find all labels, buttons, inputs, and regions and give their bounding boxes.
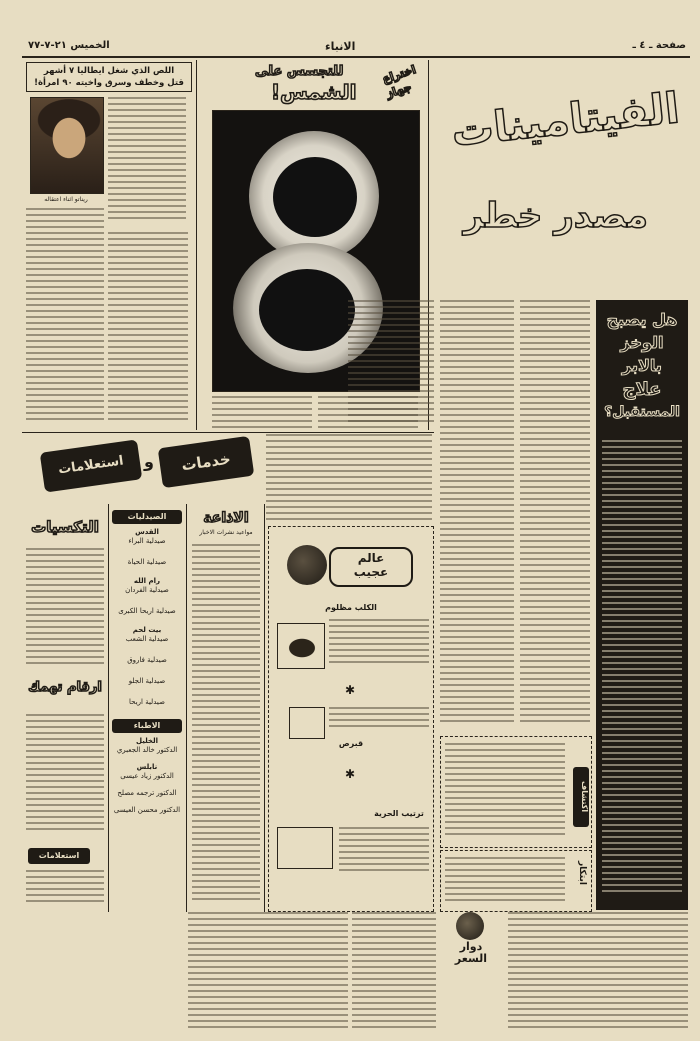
services-banner [40, 436, 260, 496]
wonder-title-box [329, 547, 413, 587]
doctor-4: الدكتور محسن العيسى [113, 806, 181, 814]
discovery-box [440, 736, 592, 848]
vitamins-body-col2 [440, 300, 514, 730]
newspaper-name: الانباء [325, 40, 356, 53]
services-banner-right [40, 439, 143, 492]
doctor-2: الدكتور زياد عيسى [120, 772, 174, 780]
radio-title: الاذاعة [203, 510, 249, 526]
wonder-title-line2: عجيب [353, 565, 389, 579]
cyprus-illustration [289, 707, 325, 739]
bottom-body-col1 [188, 912, 348, 1032]
discovery-body [445, 743, 565, 843]
wonder-item-3: ترتيب الحرية [374, 809, 424, 818]
wonder-item-3-body [339, 827, 429, 877]
city-jerusalem: القدس [135, 528, 159, 536]
pharmacy-4: صيدلية اريحا الكبرى [118, 607, 176, 615]
photo-caption: ريناتو اثناء اعتقاله [44, 196, 88, 203]
wonder-column [268, 526, 434, 912]
info-label: استعلامات [57, 453, 125, 478]
city-ramallah: رام الله [133, 577, 161, 585]
pharmacy-8: صيدلية اريحا [129, 698, 165, 706]
numbers-title: ارقام تهمك [28, 680, 102, 695]
info-list [26, 870, 104, 910]
services-banner-left [158, 436, 255, 488]
page-number: صفحة ـ ٤ ـ [632, 40, 686, 51]
pharmacy-5: صيدلية الشعب [125, 635, 169, 643]
vitamins-body-col1 [520, 300, 590, 730]
center-headline [235, 62, 420, 112]
wonder-item-2-body [329, 707, 429, 735]
ornament-star-1: ✱ [345, 683, 356, 697]
services-label: خدمات [180, 449, 232, 475]
bottom-body-col3 [508, 912, 688, 1032]
pharmacy-title: الصيدليات [112, 510, 182, 524]
center-headline-line1: اختراع [380, 63, 418, 86]
numbers-list [26, 714, 104, 834]
acupuncture-line4: علاج [622, 379, 662, 400]
taxi-title: التكسيات [31, 518, 99, 536]
center-headline-line2: جهاز [384, 80, 414, 101]
wonder-title-line1: عالم [357, 551, 385, 565]
acupuncture-line2: الوخز [620, 333, 664, 352]
doctor-3: الدكتور ترجمه مصلح [117, 789, 177, 797]
left-headline [26, 62, 192, 92]
pharmacy-6: صيدلية فاروق [127, 656, 167, 664]
taxi-column [24, 504, 106, 912]
masthead-rule [22, 56, 690, 58]
wonder-item-2: قبرص [338, 739, 364, 748]
info-box-label: استعلامات [28, 848, 90, 864]
radio-schedule [192, 544, 260, 904]
invention-label: ابتكار [577, 861, 587, 885]
center-headline-line4: الشمس! [271, 80, 357, 104]
pharmacy-column [112, 510, 182, 910]
left-story-body-narrow [108, 97, 186, 227]
liberty-illustration [277, 827, 333, 869]
ornament-star-2: ✱ [345, 767, 356, 781]
radio-column [190, 510, 262, 910]
pharmacy-7: صيدلية الجلو [128, 677, 166, 685]
services-top-rule [22, 432, 434, 433]
doctor-1: الدكتور خالد الجعبري [116, 746, 178, 754]
price-column-title-line1: دوار [459, 940, 483, 953]
invention-body [445, 857, 565, 907]
center-caption-left [212, 396, 312, 432]
pharmacy-2: صيدلية الحياة [127, 558, 167, 566]
acupuncture-box [596, 300, 688, 910]
city-bethlehem: بيت لحم [132, 626, 162, 634]
pharmacy-3: صيدلية الفردان [125, 586, 169, 594]
acupuncture-line3: بالابر [622, 356, 662, 375]
bottom-body-col2 [352, 912, 436, 1032]
city-nablus: نابلس [136, 763, 158, 771]
services-and: و [144, 452, 154, 471]
vitamins-headline-line1: الفيتامينات [449, 83, 682, 156]
vitamins-headline [440, 66, 688, 276]
kiwi-illustration [277, 623, 325, 669]
left-story-body-col2 [108, 232, 188, 426]
taxi-list [26, 548, 104, 668]
city-hebron: الخليل [135, 737, 159, 745]
vitamins-body-col3 [348, 300, 434, 430]
acupuncture-line1: هل يصبح [606, 310, 678, 329]
radio-rule [264, 504, 265, 912]
left-story-body-col1 [26, 208, 104, 426]
price-column-logo [440, 912, 502, 972]
issue-date: الخميس ٢١-٧-٧٧ [28, 40, 110, 51]
invention-box [440, 850, 592, 912]
left-column-rule [196, 60, 197, 430]
left-headline-line2: قتل وخطف وسرق واخيته ٩٠ امرأة! [34, 78, 184, 88]
vitamins-body-col4 [266, 434, 432, 524]
pharmacy-1: صيدلية البراء [128, 537, 166, 545]
globe-mark-icon [456, 912, 484, 940]
taxi-rule [108, 504, 109, 912]
globe-icon [287, 545, 327, 585]
discovery-label: اكتشاف [573, 767, 589, 827]
wonder-item-1-body [329, 619, 429, 669]
sun-disc-upper [273, 157, 357, 237]
wonder-item-1: الكلب مظلوم [325, 603, 377, 612]
acupuncture-body [602, 440, 682, 900]
center-headline-line3: للتجسس على [255, 64, 344, 79]
vitamins-headline-line2: مصدر خطر [463, 196, 648, 236]
doctors-title: الاطباء [112, 719, 182, 733]
acupuncture-line5: المستقبل؟ [604, 404, 680, 420]
pharmacy-rule [186, 504, 187, 912]
price-column-title-line2: السعر [454, 952, 488, 965]
suspect-photo [30, 97, 104, 194]
left-headline-line1: اللص الذي شغل ايطاليا ٧ أشهر [43, 66, 175, 76]
sun-disc-lower [259, 269, 355, 351]
radio-subtitle: مواعيد نشرات الاخبار [199, 529, 253, 536]
